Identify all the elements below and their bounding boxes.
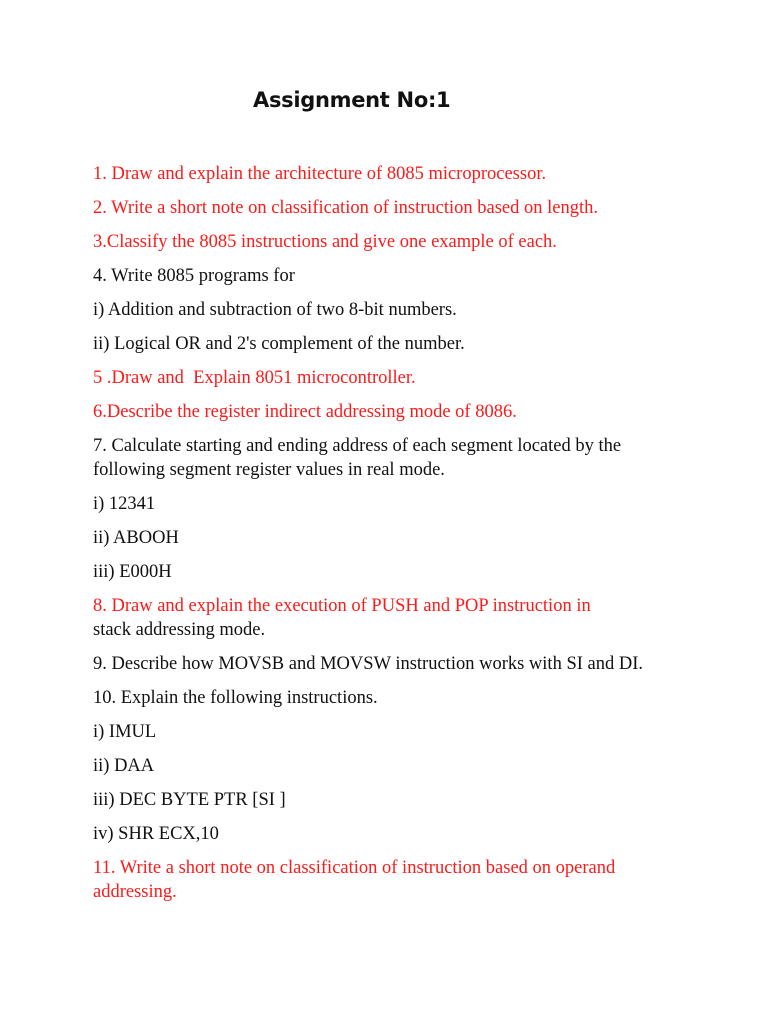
question-8-continuation: stack addressing mode. [93, 620, 266, 640]
question-10-part-iii: iii) DEC BYTE PTR [SI ] [93, 790, 286, 810]
question-11: 11. Write a short note on classification of instruction based on operand addressing. [93, 858, 616, 902]
question-6: 6.Describe the register indirect addressing mode of 8086. [93, 402, 517, 422]
question-5: 5 .Draw and Explain 8051 microcontroller. [93, 368, 416, 388]
question-10-part-ii: ii) DAA [93, 756, 155, 776]
question-3: 3.Classify the 8085 instructions and give one example of each. [93, 232, 557, 252]
question-10-part-iv: iv) SHR ECX,10 [93, 824, 219, 844]
question-9: 9. Describe how MOVSB and MOVSW instruction works with SI and DI. [93, 654, 643, 674]
page-title: Assignment No:1 [253, 88, 451, 112]
question-1: 1. Draw and explain the architecture of 8085 microprocessor. [93, 164, 547, 184]
question-list [93, 162, 693, 914]
question-7-part-iii: iii) E000H [93, 562, 172, 582]
question-7-part-i: i) 12341 [93, 494, 156, 514]
question-4-part-ii: ii) Logical OR and 2's complement of the number. [93, 334, 465, 354]
question-8-red-text: 8. Draw and explain the execution of PUSH and POP instruction in [93, 596, 591, 616]
question-8 [93, 594, 693, 642]
question-4: 4. Write 8085 programs for [93, 266, 295, 286]
question-10-part-i: i) IMUL [93, 722, 157, 742]
question-7-part-ii: ii) ABOOH [93, 528, 179, 548]
question-2: 2. Write a short note on classification of instruction based on length. [93, 198, 598, 218]
question-10: 10. Explain the following instructions. [93, 688, 378, 708]
question-4-part-i: i) Addition and subtraction of two 8-bit numbers. [93, 300, 457, 320]
question-7: 7. Calculate starting and ending address of each segment located by the following segment register values in real mode. [93, 436, 622, 480]
